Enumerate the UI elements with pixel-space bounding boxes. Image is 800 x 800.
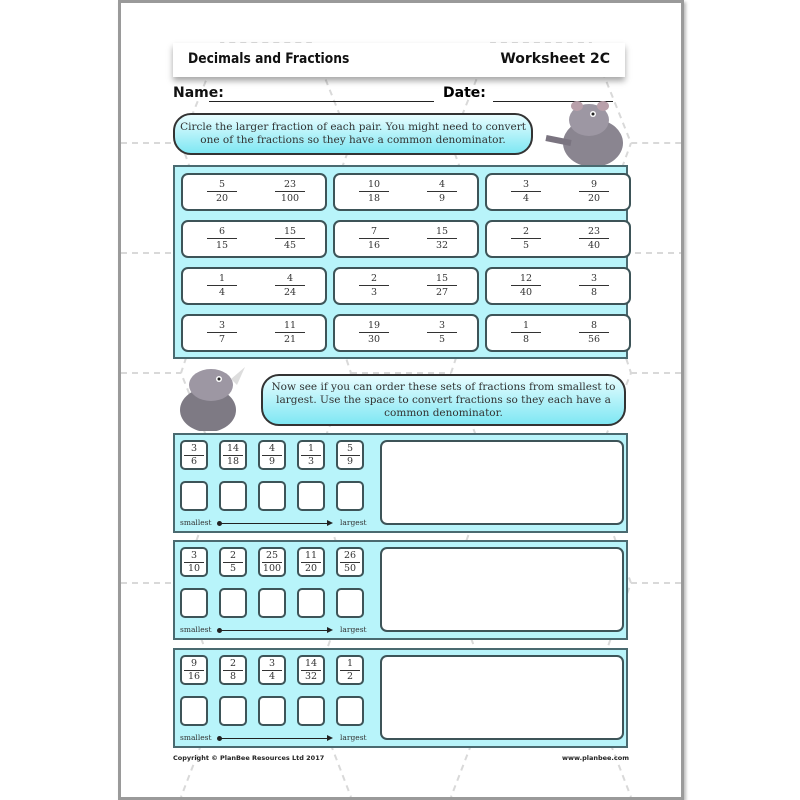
title-banner: [173, 43, 625, 77]
smallest-label: smallest: [180, 733, 212, 742]
given-fraction: [258, 655, 286, 685]
arrow-right-icon: [219, 523, 329, 524]
fraction[interactable]: [511, 272, 541, 299]
denominator: 4: [522, 193, 530, 204]
smallest-label: smallest: [180, 625, 212, 634]
fraction[interactable]: [511, 225, 541, 252]
given-fraction: [297, 655, 325, 685]
denominator: 18: [367, 193, 381, 204]
numerator: 5: [340, 443, 360, 456]
denominator: 32: [435, 240, 449, 251]
denominator: 16: [367, 240, 381, 251]
numerator: 6: [207, 225, 237, 239]
fraction-pair[interactable]: [181, 173, 327, 211]
given-fraction: [180, 440, 208, 470]
numerator: 15: [427, 272, 457, 286]
denominator: 4: [218, 287, 226, 298]
denominator: 5: [438, 334, 446, 345]
fraction-pair[interactable]: [485, 173, 631, 211]
numerator: 4: [427, 178, 457, 192]
denominator: 27: [435, 287, 449, 298]
fraction-pair[interactable]: [333, 267, 479, 305]
given-fraction: [180, 547, 208, 577]
numerator: 14: [301, 658, 321, 671]
denominator: 8: [229, 671, 237, 682]
fraction[interactable]: [275, 225, 305, 252]
numerator: 5: [207, 178, 237, 192]
numerator: 2: [511, 225, 541, 239]
denominator: 40: [519, 287, 533, 298]
fraction[interactable]: [579, 319, 609, 346]
numerator: 3: [184, 443, 204, 456]
numerator: 3: [262, 658, 282, 671]
fraction[interactable]: [359, 319, 389, 346]
fraction[interactable]: [427, 319, 457, 346]
denominator: 30: [367, 334, 381, 345]
denominator: 4: [268, 671, 276, 682]
fraction[interactable]: [427, 272, 457, 299]
rhino-mascot-icon-2: [173, 365, 253, 431]
given-fraction: [258, 547, 286, 577]
numerator: 25: [262, 550, 282, 563]
numerator: 3: [207, 319, 237, 333]
fraction-pair[interactable]: [485, 314, 631, 352]
given-fraction: [336, 655, 364, 685]
numerator: 26: [340, 550, 360, 563]
denominator: 20: [215, 193, 229, 204]
fraction[interactable]: [275, 178, 305, 205]
given-fraction: [336, 547, 364, 577]
answer-box[interactable]: [297, 588, 325, 618]
numerator: 19: [359, 319, 389, 333]
given-fraction: [336, 440, 364, 470]
given-fraction: [219, 547, 247, 577]
numerator: 4: [262, 443, 282, 456]
fraction-pair[interactable]: [333, 220, 479, 258]
fraction[interactable]: [359, 178, 389, 205]
working-space[interactable]: [380, 440, 624, 525]
smallest-label: smallest: [180, 518, 212, 527]
fraction[interactable]: [359, 225, 389, 252]
fraction-pair[interactable]: [181, 267, 327, 305]
largest-label: largest: [340, 518, 367, 527]
denominator: 20: [304, 563, 318, 574]
denominator: 9: [438, 193, 446, 204]
denominator: 16: [187, 671, 201, 682]
fraction[interactable]: [207, 272, 237, 299]
fraction[interactable]: [275, 319, 305, 346]
given-fraction: [219, 655, 247, 685]
denominator: 9: [268, 456, 276, 467]
denominator: 3: [370, 287, 378, 298]
worksheet-page: [118, 0, 684, 800]
fraction-pair[interactable]: [485, 220, 631, 258]
fraction-pair[interactable]: [333, 314, 479, 352]
fraction[interactable]: [359, 272, 389, 299]
numerator: 23: [275, 178, 305, 192]
numerator: 11: [301, 550, 321, 563]
instruction-bubble-2: Now see if you can order these sets of fractions from smallest to largest. Use the space to convert fractions so they each have a common denominator.: [261, 374, 626, 426]
numerator: 14: [223, 443, 243, 456]
denominator: 2: [346, 671, 354, 682]
numerator: 3: [184, 550, 204, 563]
denominator: 32: [304, 671, 318, 682]
fraction[interactable]: [275, 272, 305, 299]
answer-box[interactable]: [180, 481, 208, 511]
fraction[interactable]: [511, 178, 541, 205]
compare-fractions-panel: [173, 165, 628, 359]
date-label: Date:: [443, 85, 486, 101]
order-fractions-panel: [173, 648, 628, 748]
fraction[interactable]: [579, 225, 609, 252]
denominator: 20: [587, 193, 601, 204]
numerator: 1: [340, 658, 360, 671]
answer-box[interactable]: [219, 588, 247, 618]
numerator: 3: [579, 272, 609, 286]
numerator: 15: [275, 225, 305, 239]
denominator: 5: [229, 563, 237, 574]
denominator: 3: [307, 456, 315, 467]
numerator: 3: [427, 319, 457, 333]
fraction[interactable]: [427, 178, 457, 205]
denominator: 100: [280, 193, 300, 204]
fraction-pair[interactable]: [181, 220, 327, 258]
numerator: 2: [223, 550, 243, 563]
answer-box[interactable]: [297, 481, 325, 511]
denominator: 7: [218, 334, 226, 345]
largest-label: largest: [340, 733, 367, 742]
denominator: 100: [262, 563, 282, 574]
fraction-pair[interactable]: [181, 314, 327, 352]
denominator: 56: [587, 334, 601, 345]
answer-box[interactable]: [336, 481, 364, 511]
answer-box[interactable]: [258, 481, 286, 511]
numerator: 3: [511, 178, 541, 192]
denominator: 21: [283, 334, 297, 345]
answer-box[interactable]: [336, 588, 364, 618]
given-fraction: [219, 440, 247, 470]
fraction[interactable]: [427, 225, 457, 252]
denominator: 8: [522, 334, 530, 345]
worksheet-number: Worksheet 2C: [500, 51, 610, 67]
numerator: 12: [511, 272, 541, 286]
denominator: 9: [346, 456, 354, 467]
numerator: 4: [275, 272, 305, 286]
copyright-text: Copyright © PlanBee Resources Ltd 2017: [173, 754, 325, 762]
numerator: 9: [579, 178, 609, 192]
fraction[interactable]: [511, 319, 541, 346]
answer-box[interactable]: [219, 696, 247, 726]
given-fraction: [180, 655, 208, 685]
given-fraction: [297, 547, 325, 577]
fraction-pair[interactable]: [333, 173, 479, 211]
denominator: 45: [283, 240, 297, 251]
denominator: 40: [587, 240, 601, 251]
website-link[interactable]: www.planbee.com: [562, 754, 629, 762]
answer-box[interactable]: [180, 696, 208, 726]
numerator: 23: [579, 225, 609, 239]
denominator: 5: [522, 240, 530, 251]
answer-box[interactable]: [258, 588, 286, 618]
denominator: 50: [343, 563, 357, 574]
answer-box[interactable]: [219, 481, 247, 511]
rhino-mascot-icon: [541, 98, 631, 166]
answer-box[interactable]: [336, 696, 364, 726]
numerator: 1: [511, 319, 541, 333]
arrow-right-icon: [219, 630, 329, 631]
answer-box[interactable]: [297, 696, 325, 726]
numerator: 7: [359, 225, 389, 239]
numerator: 2: [359, 272, 389, 286]
instruction-bubble-1: Circle the larger fraction of each pair. You might need to convert one of the fractions so they have a common denominator.: [173, 113, 533, 155]
fraction[interactable]: [207, 178, 237, 205]
working-space[interactable]: [380, 547, 624, 632]
given-fraction: [258, 440, 286, 470]
denominator: 10: [187, 563, 201, 574]
numerator: 9: [184, 658, 204, 671]
name-label: Name:: [173, 85, 224, 101]
fraction-pair[interactable]: [485, 267, 631, 305]
denominator: 6: [190, 456, 198, 467]
name-field[interactable]: [209, 101, 434, 102]
given-fraction: [297, 440, 325, 470]
answer-box[interactable]: [258, 696, 286, 726]
numerator: 2: [223, 658, 243, 671]
fraction[interactable]: [579, 272, 609, 299]
denominator: 8: [590, 287, 598, 298]
largest-label: largest: [340, 625, 367, 634]
fraction[interactable]: [207, 319, 237, 346]
worksheet-title: Decimals and Fractions: [188, 51, 350, 67]
numerator: 1: [301, 443, 321, 456]
denominator: 18: [226, 456, 240, 467]
numerator: 11: [275, 319, 305, 333]
fraction[interactable]: [579, 178, 609, 205]
numerator: 15: [427, 225, 457, 239]
order-fractions-panel: [173, 540, 628, 640]
fraction[interactable]: [207, 225, 237, 252]
numerator: 1: [207, 272, 237, 286]
denominator: 15: [215, 240, 229, 251]
working-space[interactable]: [380, 655, 624, 740]
arrow-right-icon: [219, 738, 329, 739]
numerator: 8: [579, 319, 609, 333]
order-fractions-panel: [173, 433, 628, 533]
numerator: 10: [359, 178, 389, 192]
denominator: 24: [283, 287, 297, 298]
answer-box[interactable]: [180, 588, 208, 618]
